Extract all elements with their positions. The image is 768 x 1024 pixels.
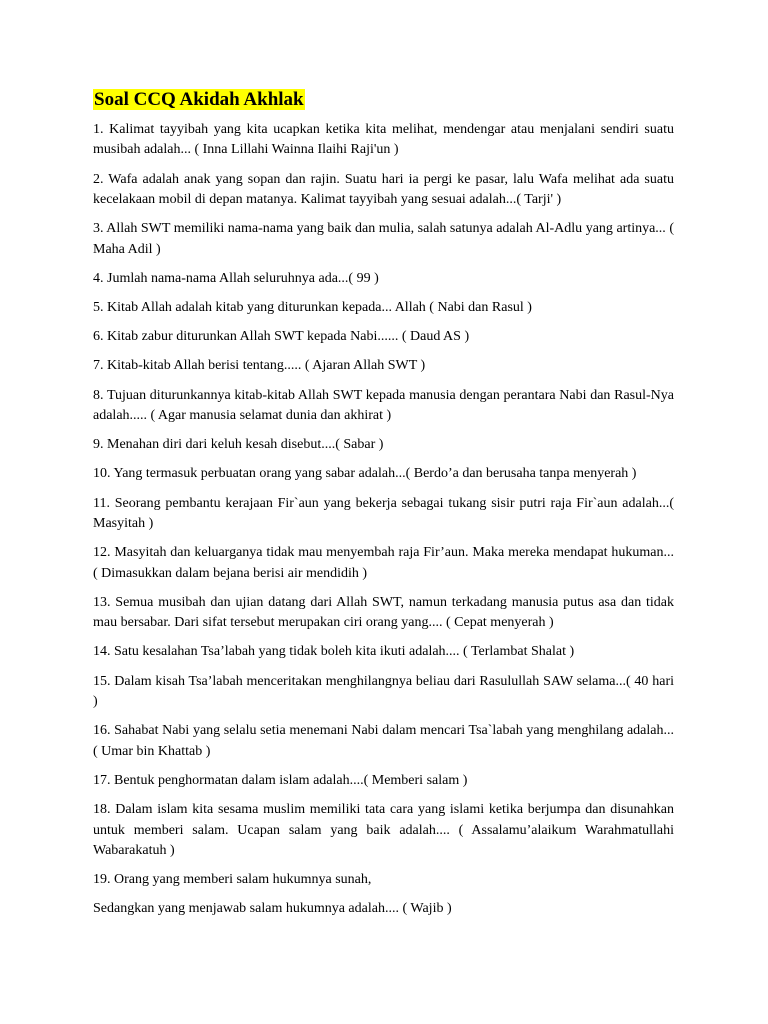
question-15: 15. Dalam kisah Tsa’labah menceritakan menghilangnya beliau dari Rasulullah SAW selama...( 40 hari ) [93, 673, 674, 710]
question-18: 18. Dalam islam kita sesama muslim memiliki tata cara yang islami ketika berjumpa dan disunahkan untuk memberi salam. Ucapan salam yang baik adalah.... ( Assalamu’alaikum Warahmatullahi Wabarakatuh ) [93, 802, 674, 858]
document-page [93, 88, 674, 929]
question-12: 12. Masyitah dan keluarganya tidak mau menyembah raja Fir’aun. Maka mereka mendapat hukuman... ( Dimasukkan dalam bejana berisi air mendidih ) [93, 545, 674, 581]
question-16: 16. Sahabat Nabi yang selalu setia menemani Nabi dalam mencari Tsa`labah yang menghilang adalah... ( Umar bin Khattab ) [93, 723, 674, 759]
question-10: 10. Yang termasuk perbuatan orang yang sabar adalah...( Berdo’a dan berusaha tanpa menyerah ) [93, 466, 637, 482]
question-17: 17. Bentuk penghormatan dalam islam adalah....( Memberi salam ) [93, 772, 468, 788]
question-3: 3. Allah SWT memiliki nama-nama yang baik dan mulia, salah satunya adalah Al-Adlu yang artinya... ( Maha Adil ) [93, 221, 674, 257]
question-2: 2. Wafa adalah anak yang sopan dan rajin. Suatu hari ia pergi ke pasar, lalu Wafa melihat ada suatu kecelakaan mobil di depan matanya. Kalimat tayyibah yang sesuai adalah...( Tarji' ) [93, 171, 674, 208]
question-14: 14. Satu kesalahan Tsa’labah yang tidak boleh kita ikuti adalah.... ( Terlambat Shalat ) [93, 644, 575, 660]
question-1: 1. Kalimat tayyibah yang kita ucapkan ketika kita melihat, mendengar atau menjalani sendiri suatu musibah adalah... ( Inna Lillahi Wainna Ilaihi Raji'un ) [93, 122, 674, 158]
document-title [93, 88, 674, 112]
question-7: 7. Kitab-kitab Allah berisi tentang..... ( Ajaran Allah SWT ) [93, 358, 426, 374]
question-13: 13. Semua musibah dan ujian datang dari Allah SWT, namun terkadang manusia putus asa dan tidak mau bersabar. Dari sifat tersebut merupakan ciri orang yang.... ( Cepat menyerah ) [93, 594, 674, 631]
question-9: 9. Menahan diri dari keluh kesah disebut....( Sabar ) [93, 437, 384, 453]
document-title-text: Soal CCQ Akidah Akhlak [94, 89, 304, 110]
question-8: 8. Tujuan diturunkannya kitab-kitab Allah SWT kepada manusia dengan perantara Nabi dan Rasul-Nya adalah..... ( Agar manusia selamat dunia dan akhirat ) [93, 387, 674, 424]
question-11: 11. Seorang pembantu kerajaan Fir`aun yang bekerja sebagai tukang sisir putri raja Fir`aun adalah...( Masyitah ) [93, 495, 674, 532]
question-6: 6. Kitab zabur diturunkan Allah SWT kepada Nabi...... ( Daud AS ) [93, 329, 470, 345]
question-19: 19. Orang yang memberi salam hukumnya sunah, [93, 872, 372, 888]
question-5: 5. Kitab Allah adalah kitab yang diturunkan kepada... Allah ( Nabi dan Rasul ) [93, 300, 532, 316]
question-4: 4. Jumlah nama-nama Allah seluruhnya ada...( 99 ) [93, 270, 379, 286]
question-19-continued: Sedangkan yang menjawab salam hukumnya adalah.... ( Wajib ) [93, 901, 452, 917]
